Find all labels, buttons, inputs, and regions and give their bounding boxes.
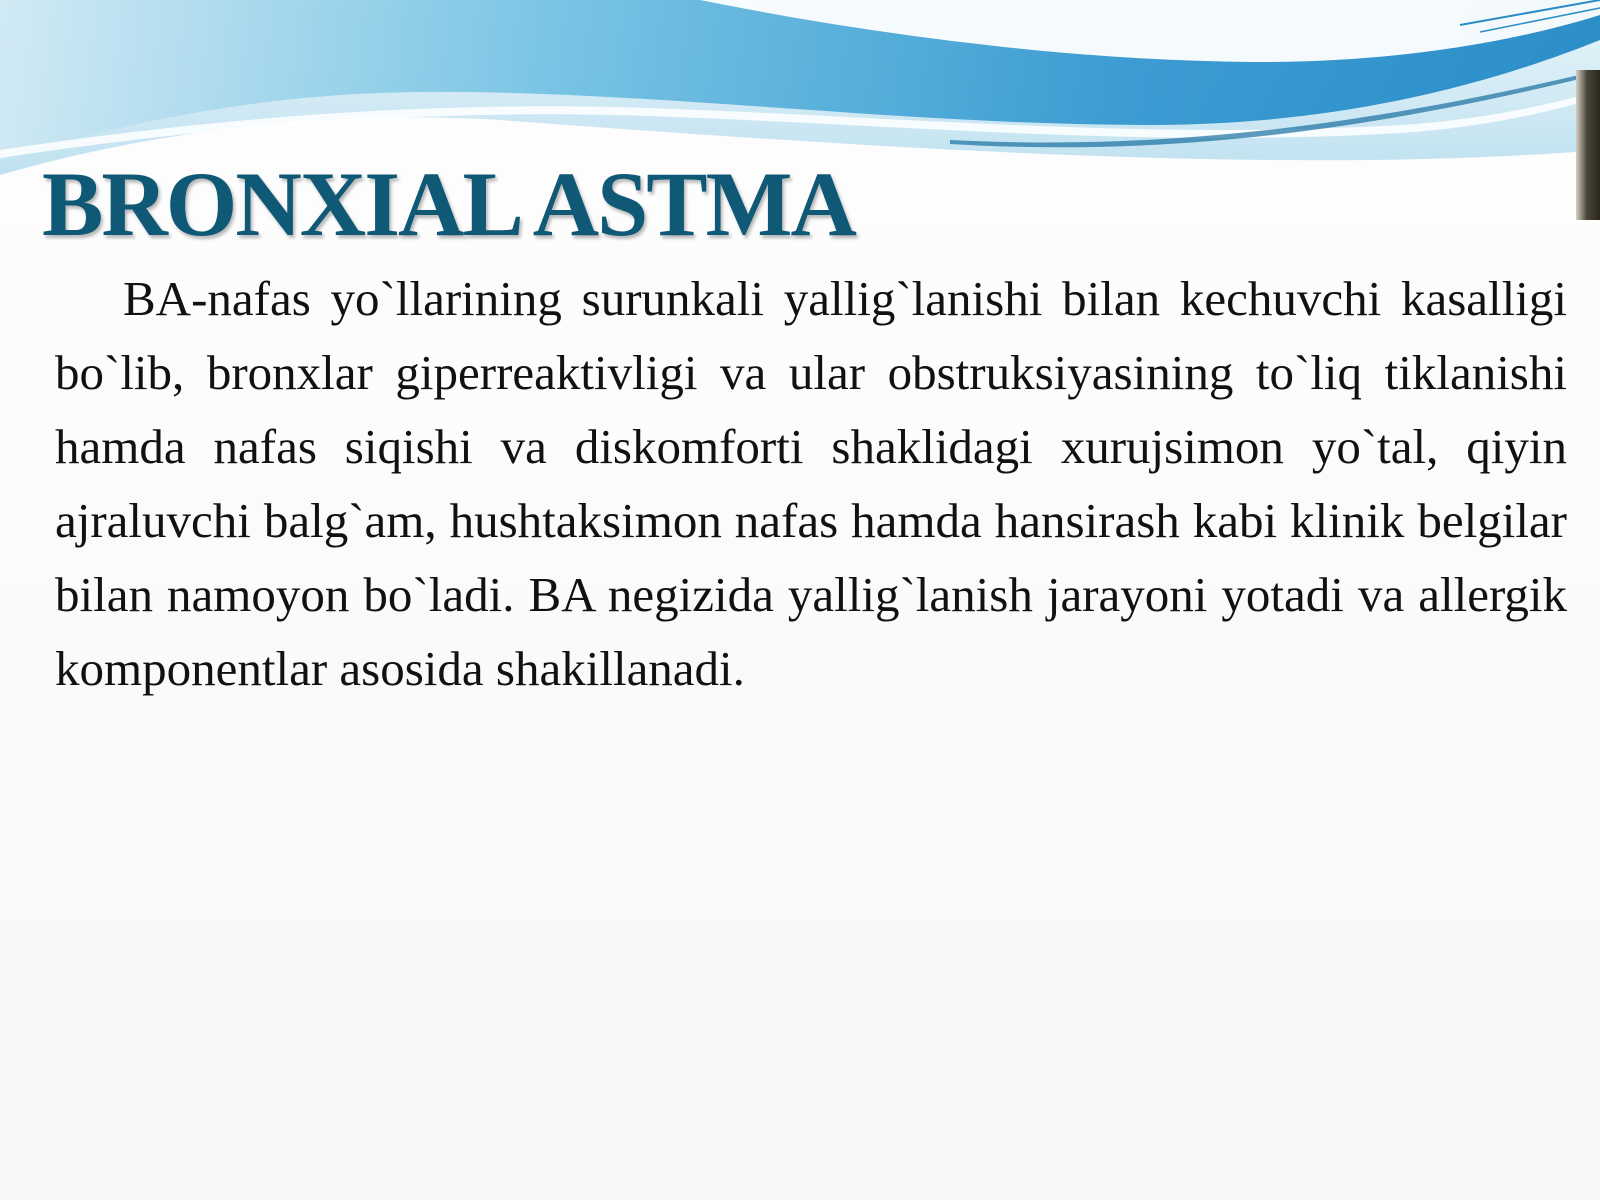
body-paragraph: BA-nafas yo`llarining surunkali yallig`lanishi bilan kechuvchi kasalligi bo`lib, bronxlar giperreaktivligi va ular obstruksiyasining to`liq tiklanishi hamda nafas siqishi va diskomforti shaklidagi xurujsimon yo`tal, qiyin ajraluvchi balg`am, hushtaksimon nafas hamda hansirash kabi klinik belgilar bilan namoyon bo`ladi. BA negizida yallig`lanish jarayoni yotadi va allergik komponentlar asosida shakillanadi. [55,271,1567,696]
right-edge-strip [1576,70,1600,220]
slide-title: BRONXIAL ASTMA [42,153,855,255]
